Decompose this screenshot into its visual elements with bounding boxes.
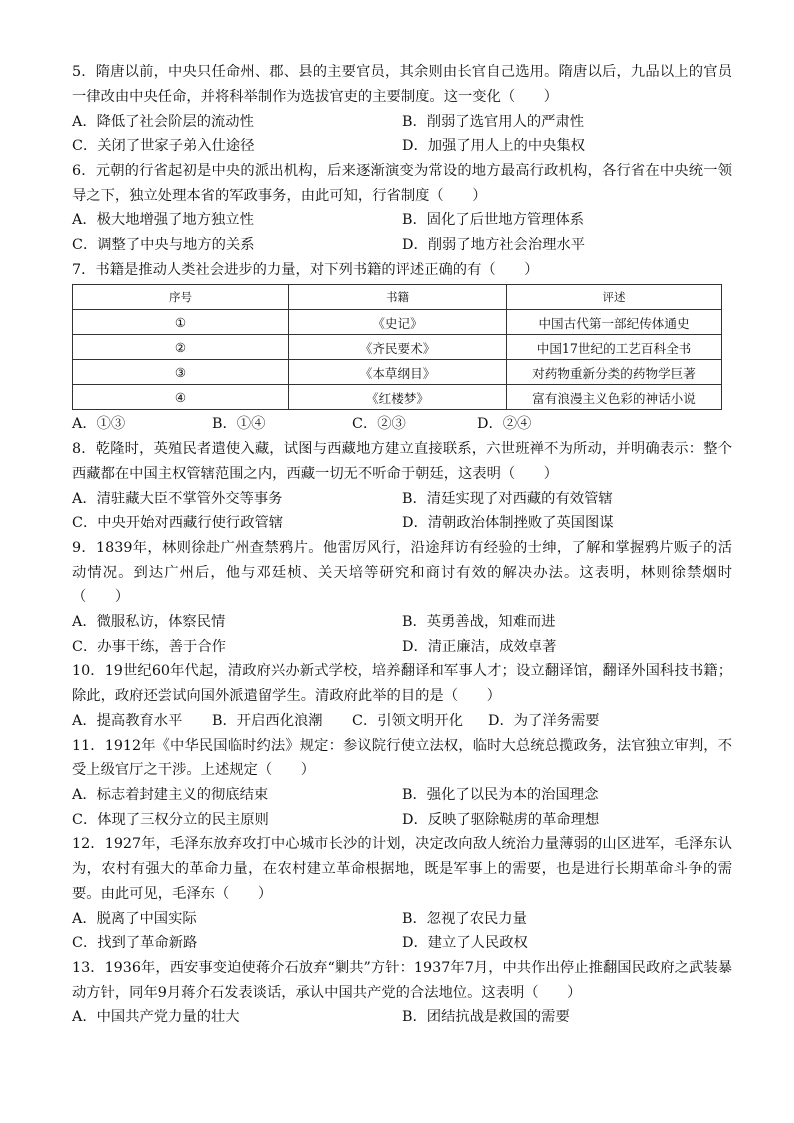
option-a[interactable]: A．①③ xyxy=(72,416,126,433)
option-a[interactable]: A．提高教育水平 xyxy=(72,712,183,729)
table-cell-comment: 对药物重新分类的药物学巨著 xyxy=(507,360,722,385)
option-a[interactable]: A．微服私访，体察民情 xyxy=(72,614,226,631)
option-d[interactable]: D．反映了驱除鞑虏的革命理想 xyxy=(402,811,600,828)
options-row xyxy=(72,907,732,932)
option-a[interactable]: A．降低了社会阶层的流动性 xyxy=(72,113,254,130)
table-row xyxy=(73,385,722,410)
question-stem: 7．书籍是推动人类社会进步的力量，对下列书籍的评述正确的有（ ） xyxy=(72,261,539,278)
option-d[interactable]: D．清朝政治体制挫败了英国图谋 xyxy=(402,515,614,532)
option-d[interactable]: D．加强了用人上的中央集权 xyxy=(402,138,586,155)
question-10 xyxy=(72,659,732,733)
question-12 xyxy=(72,832,732,956)
table-cell-book: 《齐民要术》 xyxy=(289,335,507,360)
options-row xyxy=(72,208,732,233)
table-cell-book: 《红楼梦》 xyxy=(289,385,507,410)
options-row xyxy=(72,1005,732,1030)
option-c[interactable]: C．找到了革命新路 xyxy=(72,935,198,952)
option-d[interactable]: D．清正廉洁，成效卓著 xyxy=(402,638,557,655)
option-d[interactable]: D．为了洋务需要 xyxy=(488,712,600,729)
option-a[interactable]: A．标志着封建主义的彻底结束 xyxy=(72,787,269,804)
option-a[interactable]: A．脱离了中国实际 xyxy=(72,910,197,927)
option-d[interactable]: D．削弱了地方社会治理水平 xyxy=(402,236,586,253)
option-a[interactable]: A．极大地增强了地方独立性 xyxy=(72,212,254,229)
option-a[interactable]: A．中国共产党力量的壮大 xyxy=(72,1009,240,1026)
options-row xyxy=(72,709,732,734)
table-header-row xyxy=(73,285,722,310)
option-c[interactable]: C．中央开始对西藏行使行政管辖 xyxy=(72,515,284,532)
option-b[interactable]: B．团结抗战是救国的需要 xyxy=(402,1009,570,1026)
option-c[interactable]: C．②③ xyxy=(352,416,406,433)
question-stem: 8．乾隆时，英殖民者遣使入藏，试图与西藏地方建立直接联系，六世班禅不为所动，并明确表示：整个西藏都在中国主权管辖范围之内，西藏一切无不听命于朝廷，这表明（ ） xyxy=(72,440,732,482)
option-b[interactable]: B．英勇善战，知难而进 xyxy=(402,614,556,631)
table-cell-book: 《本草纲目》 xyxy=(289,360,507,385)
table-row xyxy=(73,360,722,385)
question-7 xyxy=(72,258,732,437)
option-b[interactable]: B．强化了以民为本的治国理念 xyxy=(402,787,599,804)
table-header-number: 序号 xyxy=(73,285,289,310)
option-c[interactable]: C．办事干练，善于合作 xyxy=(72,638,226,655)
option-b[interactable]: B．清廷实现了对西藏的有效管辖 xyxy=(402,490,613,507)
table-cell-number: ① xyxy=(73,310,289,335)
question-stem: 9．1839年，林则徐赴广州查禁鸦片。他雷厉风行，沿途拜访有经验的士绅，了解和掌握鸦片贩子的活动情况。到达广州后，他与邓廷桢、关天培等研究和商讨有效的解决办法。这表明，林则徐禁烟时（ ） xyxy=(72,539,732,606)
options-row xyxy=(72,233,732,258)
question-stem: 11．1912年《中华民国临时约法》规定：参议院行使立法权，临时大总统总揽政务，法官独立审判，不受上级官厅之干涉。上述规定（ ） xyxy=(72,737,732,779)
table-cell-comment: 富有浪漫主义色彩的神话小说 xyxy=(507,385,722,410)
options-row xyxy=(72,610,732,635)
options-row xyxy=(72,783,732,808)
table-cell-book: 《史记》 xyxy=(289,310,507,335)
options-row xyxy=(72,931,732,956)
options-row xyxy=(72,412,732,437)
option-c[interactable]: C．引领文明开化 xyxy=(352,712,464,729)
question-stem: 13．1936年，西安事变迫使蒋介石放弃“剿共”方针：1937年7月，中共作出停止推翻国民政府之武装暴动方针，同年9月蒋介石发表谈话，承认中国共产党的合法地位。这表明（ ） xyxy=(72,959,732,1001)
options-row xyxy=(72,511,732,536)
exam-page xyxy=(72,60,732,1030)
question-stem: 12．1927年，毛泽东放弃攻打中心城市长沙的计划，决定改向敌人统治力量薄弱的山区进军，毛泽东认为，农村有强大的革命力量，在农村建立革命根据地，既是军事上的需要，也是进行长期革命斗争的需要。由此可见，毛泽东（ ） xyxy=(72,836,732,902)
table-cell-comment: 中国古代第一部纪传体通史 xyxy=(507,310,722,335)
option-c[interactable]: C．关闭了世家子弟入仕途径 xyxy=(72,138,255,155)
table-cell-number: ④ xyxy=(73,385,289,410)
books-table xyxy=(72,284,722,410)
question-9 xyxy=(72,536,732,660)
options-row xyxy=(72,110,732,135)
option-b[interactable]: B．①④ xyxy=(212,416,266,433)
option-b[interactable]: B．开启西化浪潮 xyxy=(212,712,323,729)
table-header-comment: 评述 xyxy=(507,285,722,310)
question-8 xyxy=(72,437,732,536)
options-row xyxy=(72,635,732,660)
question-13 xyxy=(72,956,732,1030)
question-stem: 5．隋唐以前，中央只任命州、郡、县的主要官员，其余则由长官自己选用。隋唐以后，九品以上的官员一律改由中央任命，并将科举制作为选拔官吏的主要制度。这一变化（ ） xyxy=(72,64,732,105)
table-cell-number: ③ xyxy=(73,360,289,385)
table-row xyxy=(73,335,722,360)
option-c[interactable]: C．调整了中央与地方的关系 xyxy=(72,236,255,253)
options-row xyxy=(72,134,732,159)
question-5 xyxy=(72,60,732,159)
question-6 xyxy=(72,159,732,258)
table-cell-number: ② xyxy=(73,335,289,360)
question-stem: 10．19世纪60年代起，清政府兴办新式学校，培养翻译和军事人才；设立翻译馆，翻译外国科技书籍；除此，政府还尝试向国外派遣留学生。清政府此举的目的是（ ） xyxy=(72,663,732,705)
option-b[interactable]: B．固化了后世地方管理体系 xyxy=(402,212,585,229)
table-row xyxy=(73,310,722,335)
option-c[interactable]: C．体现了三权分立的民主原则 xyxy=(72,811,269,828)
table-header-book: 书籍 xyxy=(289,285,507,310)
option-b[interactable]: B．削弱了选官用人的严肃性 xyxy=(402,113,585,130)
option-b[interactable]: B．忽视了农民力量 xyxy=(402,910,527,927)
option-a[interactable]: A．清驻藏大臣不掌管外交等事务 xyxy=(72,490,283,507)
question-11 xyxy=(72,734,732,833)
question-stem: 6．元朝的行省起初是中央的派出机构，后来逐渐演变为常设的地方最高行政机构，各行省在中央统一领导之下，独立处理本省的军政事务，由此可知，行省制度（ ） xyxy=(72,162,732,204)
option-d[interactable]: D．建立了人民政权 xyxy=(402,935,528,952)
options-row xyxy=(72,808,732,833)
options-row xyxy=(72,487,732,512)
option-d[interactable]: D．②④ xyxy=(477,416,532,433)
table-cell-comment: 中国17世纪的工艺百科全书 xyxy=(507,335,722,360)
